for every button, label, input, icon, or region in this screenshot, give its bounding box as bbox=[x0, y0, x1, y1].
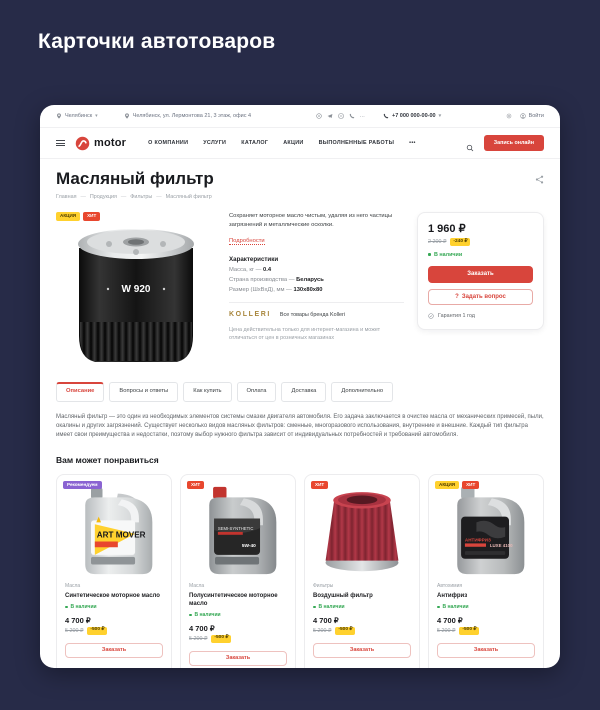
ask-question-button[interactable]: ? Задать вопрос bbox=[428, 289, 533, 305]
related-card-antifreeze[interactable] bbox=[428, 474, 544, 668]
product-summary: Сохраняет моторное масло чистым, удаляя из него частицы загрязнений и металлические осколки. bbox=[229, 213, 393, 228]
specs-title: Характеристики bbox=[229, 256, 279, 264]
search-icon[interactable] bbox=[466, 139, 474, 147]
page-content bbox=[40, 159, 560, 668]
card-old-price: 5 200 ₽ bbox=[65, 627, 84, 634]
website-mockup bbox=[40, 105, 560, 668]
promo-badge: АКЦИЯ bbox=[435, 481, 459, 490]
phone-number: +7 000 000-00-00 bbox=[392, 113, 436, 119]
card-name[interactable]: Антифриз bbox=[437, 592, 468, 599]
card-stock: В наличии bbox=[65, 604, 163, 610]
card-discount-badge: -500 ₽ bbox=[211, 635, 231, 643]
breadcrumb-current: Масляный фильтр bbox=[165, 194, 212, 200]
share-icon[interactable] bbox=[535, 171, 544, 180]
oil-type-label: SEMI-SYNTHETIC bbox=[217, 525, 254, 531]
product-gallery bbox=[56, 212, 216, 366]
antifreeze-label: АНТИФРИЗ bbox=[464, 537, 491, 543]
breadcrumb-filters[interactable]: Фильтры bbox=[130, 194, 153, 200]
old-price: 2 200 ₽ bbox=[428, 238, 447, 245]
related-card-semisynthetic-oil[interactable] bbox=[180, 474, 296, 668]
tab-questions[interactable]: Вопросы и ответы bbox=[109, 382, 178, 402]
product-price: 1 960 ₽ bbox=[428, 223, 466, 235]
breadcrumb: Главная — Продукция — Фильтры — Масляный фильтр bbox=[56, 194, 212, 200]
hit-badge: ХИТ bbox=[462, 481, 479, 490]
nav-promos[interactable]: АКЦИИ bbox=[283, 140, 304, 146]
spec-row-country: Страна производства — Беларусь bbox=[229, 277, 324, 284]
product-info bbox=[229, 212, 404, 366]
product-description: Масляный фильтр — это один из необходимых элементов системы смазки двигателя автомобиля. Его задача заключается в очистке масла от механических примесей, пыли, окалины и других загрязнений. Существует несколько видов масляных фильтров: сменные, многоразового использования, внутренние и внешние. Каждый тип фильтра имеет свои преимущества и недостатки, поэтому выбор нужного фильтра зависит от индивидуальных потребностей и требований автомобиля. bbox=[56, 413, 544, 438]
main-nav bbox=[148, 140, 416, 146]
card-category: Фильтры bbox=[313, 582, 334, 589]
brand-logo[interactable]: KOLLERI bbox=[229, 311, 271, 319]
chevron-down-icon: ▾ bbox=[95, 113, 98, 119]
login-label: Войти bbox=[528, 113, 544, 119]
oil-brand-label: ART MOVER bbox=[96, 530, 146, 540]
hamburger-menu-icon[interactable] bbox=[56, 140, 65, 146]
logo[interactable] bbox=[75, 136, 126, 151]
more-socials[interactable]: … bbox=[359, 113, 365, 119]
buy-box bbox=[417, 212, 544, 330]
question-icon: ? bbox=[455, 293, 459, 300]
related-card-air-filter[interactable] bbox=[304, 474, 420, 668]
store-address bbox=[124, 113, 251, 119]
page-title: Карточки автотоваров bbox=[38, 30, 276, 53]
city-label: Челябинск bbox=[65, 113, 93, 119]
product-image-antifreeze bbox=[437, 482, 535, 578]
hit-badge: ХИТ bbox=[83, 212, 100, 221]
card-name[interactable]: Воздушный фильтр bbox=[313, 592, 373, 599]
spec-row-weight: Масса, кг — 0.4 bbox=[229, 267, 272, 274]
whatsapp-icon[interactable] bbox=[316, 113, 322, 119]
price-disclaimer: Цена действительна только для интернет-магазина и может отличаться от цен в розничных магазинах bbox=[229, 327, 381, 342]
card-name[interactable]: Полусинтетическое моторное масло bbox=[189, 592, 278, 607]
stock-dot-icon bbox=[437, 606, 440, 609]
nav-catalog[interactable]: КАТАЛОГ bbox=[241, 140, 269, 146]
svg-text:5W-40: 5W-40 bbox=[241, 544, 256, 550]
card-price: 4 700 ₽ bbox=[65, 615, 91, 625]
breadcrumb-home[interactable]: Главная bbox=[56, 194, 77, 200]
stock-status: В наличии bbox=[428, 252, 533, 258]
order-button[interactable]: Заказать bbox=[428, 266, 533, 283]
nav-works[interactable]: ВЫПОЛНЕННЫЕ РАБОТЫ bbox=[318, 140, 395, 146]
stock-dot-icon bbox=[313, 606, 316, 609]
location-pin-icon bbox=[56, 113, 62, 119]
card-category: Масла bbox=[65, 582, 81, 589]
online-booking-button[interactable]: Запись онлайн bbox=[484, 135, 544, 151]
product-tabs bbox=[56, 382, 544, 402]
stock-dot-icon bbox=[428, 253, 431, 256]
card-old-price: 5 200 ₽ bbox=[313, 627, 332, 634]
brand-products-link[interactable]: Все товары бренда Kolleri bbox=[279, 312, 345, 319]
related-section-title: Вам может понравиться bbox=[56, 454, 159, 465]
divider bbox=[229, 302, 404, 303]
warranty-icon bbox=[428, 313, 434, 319]
phone-icon bbox=[383, 113, 389, 119]
tab-how-to-buy[interactable]: Как купить bbox=[183, 382, 231, 402]
city-selector[interactable] bbox=[56, 113, 98, 119]
card-name[interactable]: Синтетическое моторное масло bbox=[65, 592, 160, 599]
card-old-price: 5 200 ₽ bbox=[437, 627, 456, 634]
stock-dot-icon bbox=[189, 614, 192, 617]
gear-icon[interactable] bbox=[506, 113, 512, 119]
card-category: Масла bbox=[189, 582, 205, 589]
spec-row-size: Размер (ШхВхД), мм — 130х80х80 bbox=[229, 287, 323, 294]
tab-payment[interactable]: Оплата bbox=[237, 382, 277, 402]
discount-badge: -240 ₽ bbox=[450, 238, 470, 246]
stock-dot-icon bbox=[65, 606, 68, 609]
card-price: 4 700 ₽ bbox=[313, 615, 339, 625]
tab-extra[interactable]: Дополнительно bbox=[331, 382, 393, 402]
product-image-semisynthetic-oil bbox=[189, 482, 287, 578]
location-pin-icon bbox=[124, 113, 130, 119]
tab-delivery[interactable]: Доставка bbox=[281, 382, 326, 402]
related-card-synthetic-oil[interactable] bbox=[56, 474, 172, 668]
card-order-button[interactable]: Заказать bbox=[189, 651, 287, 666]
motor-logo-icon bbox=[75, 136, 90, 151]
user-icon bbox=[520, 113, 526, 119]
nav-services[interactable]: УСЛУГИ bbox=[203, 140, 227, 146]
address-label: Челябинск, ул. Лермонтова 21, 3 этаж, офис 4 bbox=[132, 113, 252, 119]
card-discount-badge: -500 ₽ bbox=[335, 627, 355, 635]
hit-badge: ХИТ bbox=[187, 481, 204, 490]
card-price: 4 700 ₽ bbox=[437, 615, 463, 625]
related-products bbox=[56, 474, 544, 668]
social-links bbox=[316, 113, 366, 119]
product-title: Масляный фильтр bbox=[56, 169, 214, 188]
hit-badge: ХИТ bbox=[311, 481, 328, 490]
product-image-air-filter bbox=[313, 482, 411, 578]
phone-icon[interactable] bbox=[349, 113, 355, 119]
breadcrumb-products[interactable]: Продукция bbox=[89, 194, 117, 200]
telegram-icon[interactable] bbox=[327, 113, 333, 119]
nav-about[interactable]: О КОМПАНИИ bbox=[148, 140, 189, 146]
logo-text: motor bbox=[94, 137, 127, 149]
card-order-button[interactable]: Заказать bbox=[313, 643, 411, 658]
card-price: 4 700 ₽ bbox=[189, 623, 215, 633]
card-discount-badge: -500 ₽ bbox=[87, 627, 107, 635]
product-image-synthetic-oil bbox=[65, 482, 163, 578]
svg-text:LUXE 4100: LUXE 4100 bbox=[489, 543, 513, 549]
details-link[interactable]: Подробности bbox=[229, 238, 265, 245]
card-order-button[interactable]: Заказать bbox=[65, 643, 163, 658]
card-discount-badge: -500 ₽ bbox=[459, 627, 479, 635]
recommended-badge: Рекомендуем bbox=[63, 481, 102, 490]
card-stock: В наличии bbox=[313, 604, 411, 610]
oil-filter-image[interactable] bbox=[70, 220, 202, 366]
viber-icon[interactable] bbox=[338, 113, 344, 119]
card-category: Автохимия bbox=[437, 582, 463, 589]
warranty-note: Гарантия 1 год bbox=[428, 313, 533, 319]
site-topbar bbox=[40, 105, 560, 128]
card-old-price: 5 200 ₽ bbox=[189, 635, 208, 642]
site-header bbox=[40, 128, 560, 159]
card-order-button[interactable]: Заказать bbox=[437, 643, 535, 658]
tab-description[interactable]: Описание bbox=[56, 382, 104, 402]
card-stock: В наличии bbox=[437, 604, 535, 610]
chevron-down-icon: ▾ bbox=[438, 113, 442, 119]
phone-selector[interactable] bbox=[383, 113, 441, 119]
promo-badge: АКЦИЯ bbox=[56, 212, 80, 221]
card-stock: В наличии bbox=[189, 612, 287, 618]
login-button[interactable] bbox=[520, 113, 544, 119]
filter-model-label: W 920 bbox=[121, 284, 151, 295]
nav-more[interactable]: ••• bbox=[409, 140, 416, 146]
